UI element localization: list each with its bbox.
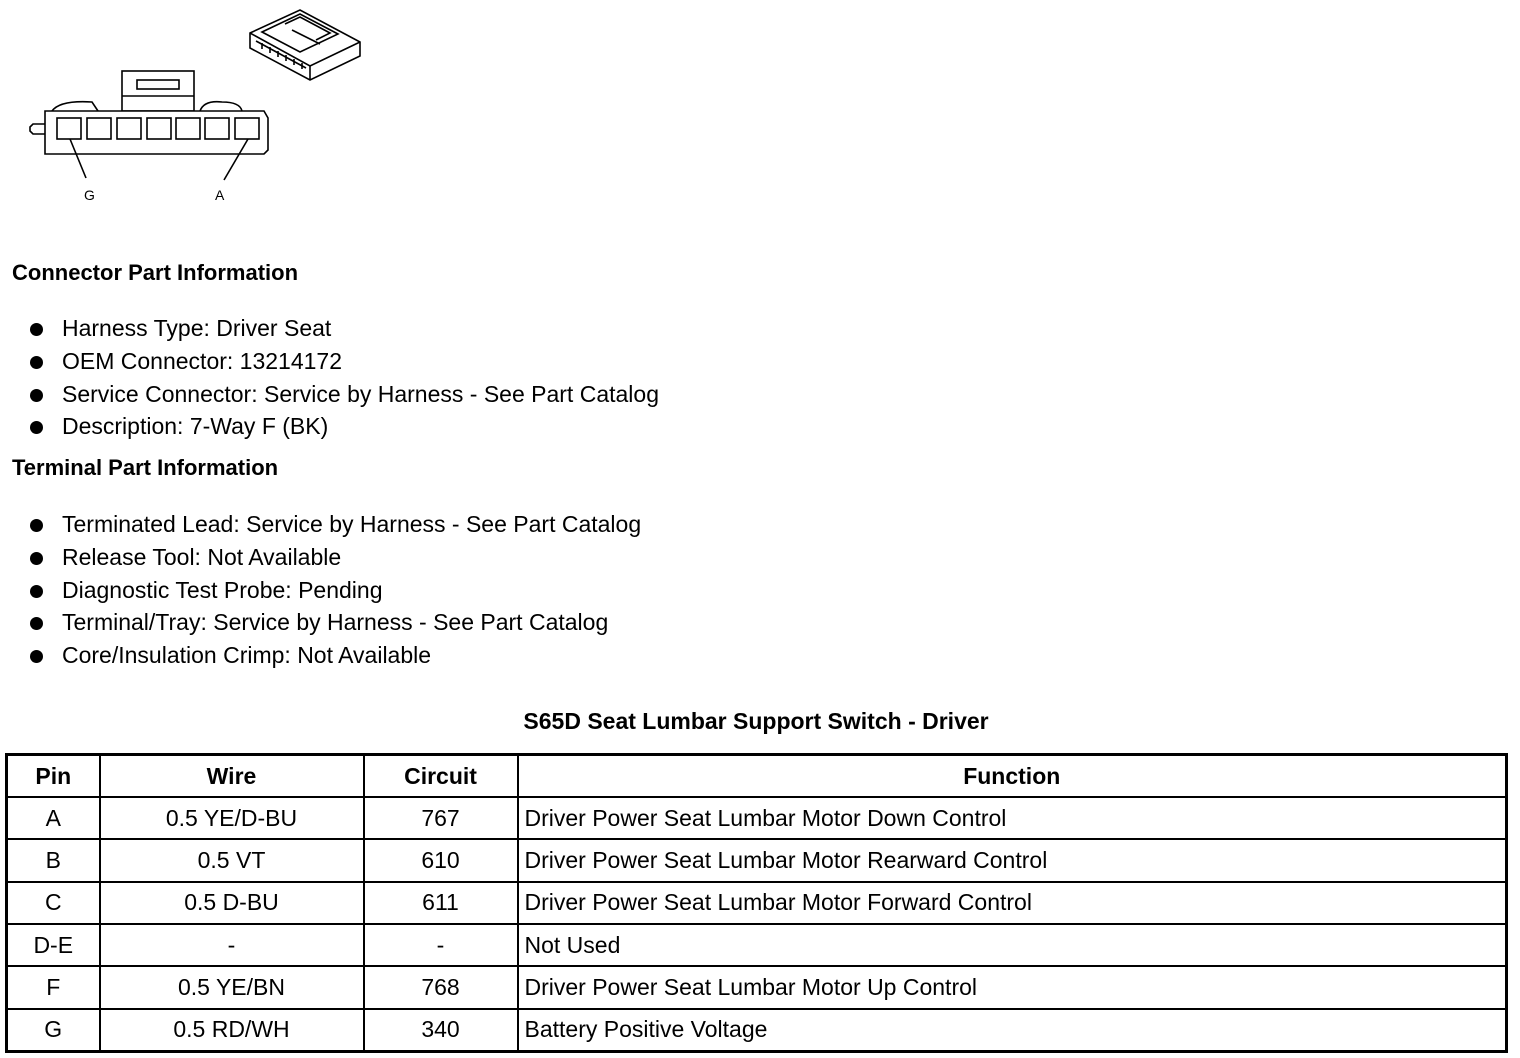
connector-diagram: [0, 0, 380, 215]
pin-cell: D-E: [7, 924, 100, 966]
pin-label-a: A: [215, 187, 225, 203]
circuit-cell: 340: [364, 1009, 518, 1052]
list-item: [28, 312, 659, 345]
wire-cell: 0.5 YE/BN: [100, 966, 364, 1008]
wire-cell: -: [100, 924, 364, 966]
list-item: [28, 410, 659, 443]
table-row: [7, 839, 1507, 881]
table-row: [7, 924, 1507, 966]
connector-info-heading: Connector Part Information: [12, 260, 299, 285]
terminal-info-heading: Terminal Part Information: [12, 455, 279, 480]
pin-table-title: S65D Seat Lumbar Support Switch - Driver: [523, 708, 989, 734]
column-header-pin: Pin: [7, 755, 100, 798]
wire-cell: 0.5 RD/WH: [100, 1009, 364, 1052]
list-item: [28, 606, 641, 639]
function-cell: Battery Positive Voltage: [518, 1009, 1507, 1052]
bullet-icon: [30, 650, 43, 663]
list-item: [28, 574, 641, 607]
table-row: [7, 966, 1507, 1008]
circuit-cell: 767: [364, 797, 518, 839]
terminal-info-list: [28, 508, 641, 672]
pin-cell: G: [7, 1009, 100, 1052]
function-cell: Driver Power Seat Lumbar Motor Down Control: [518, 797, 1507, 839]
list-item: [28, 639, 641, 672]
table-row: [7, 797, 1507, 839]
column-header-circuit: Circuit: [364, 755, 518, 798]
pin-cell: B: [7, 839, 100, 881]
list-item-text: Terminal/Tray: Service by Harness - See Part Catalog: [62, 609, 609, 636]
wire-cell: 0.5 VT: [100, 839, 364, 881]
bullet-icon: [30, 389, 43, 402]
function-cell: Driver Power Seat Lumbar Motor Rearward Control: [518, 839, 1507, 881]
column-header-wire: Wire: [100, 755, 364, 798]
bullet-icon: [30, 617, 43, 630]
wire-cell: 0.5 D-BU: [100, 882, 364, 924]
pin-cell: A: [7, 797, 100, 839]
function-cell: Not Used: [518, 924, 1507, 966]
pin-cell: C: [7, 882, 100, 924]
bullet-icon: [30, 323, 43, 336]
connector-front-view: [30, 71, 268, 180]
bullet-icon: [30, 519, 43, 532]
circuit-cell: 768: [364, 966, 518, 1008]
list-item-text: Service Connector: Service by Harness - See Part Catalog: [62, 380, 659, 407]
list-item-text: Terminated Lead: Service by Harness - See Part Catalog: [62, 511, 642, 537]
list-item-text: Harness Type: Driver Seat: [62, 315, 332, 341]
function-cell: Driver Power Seat Lumbar Motor Up Control: [518, 966, 1507, 1008]
connector-isometric-view: [250, 10, 360, 80]
pin-label-g: G: [84, 187, 95, 203]
list-item: [28, 508, 641, 541]
function-cell: Driver Power Seat Lumbar Motor Forward Control: [518, 882, 1507, 924]
bullet-icon: [30, 552, 43, 565]
bullet-icon: [30, 421, 43, 434]
list-item: [28, 345, 659, 378]
table-header-row: [7, 755, 1507, 798]
circuit-cell: 611: [364, 882, 518, 924]
list-item: [28, 541, 641, 574]
column-header-function: Function: [518, 755, 1507, 798]
bullet-icon: [30, 356, 43, 369]
table-row: [7, 882, 1507, 924]
circuit-cell: -: [364, 924, 518, 966]
wire-cell: 0.5 YE/D-BU: [100, 797, 364, 839]
list-item-text: Core/Insulation Crimp: Not Available: [62, 642, 432, 669]
list-item-text: OEM Connector: 13214172: [62, 347, 343, 374]
list-item-text: Release Tool: Not Available: [62, 543, 342, 570]
connector-info-list: [28, 312, 659, 443]
list-item-text: Diagnostic Test Probe: Pending: [62, 576, 383, 603]
list-item: [28, 378, 659, 411]
circuit-cell: 610: [364, 839, 518, 881]
table-row: [7, 1009, 1507, 1052]
bullet-icon: [30, 585, 43, 598]
pin-table: [5, 753, 1508, 1053]
pin-cell: F: [7, 966, 100, 1008]
list-item-text: Description: 7-Way F (BK): [62, 413, 329, 440]
